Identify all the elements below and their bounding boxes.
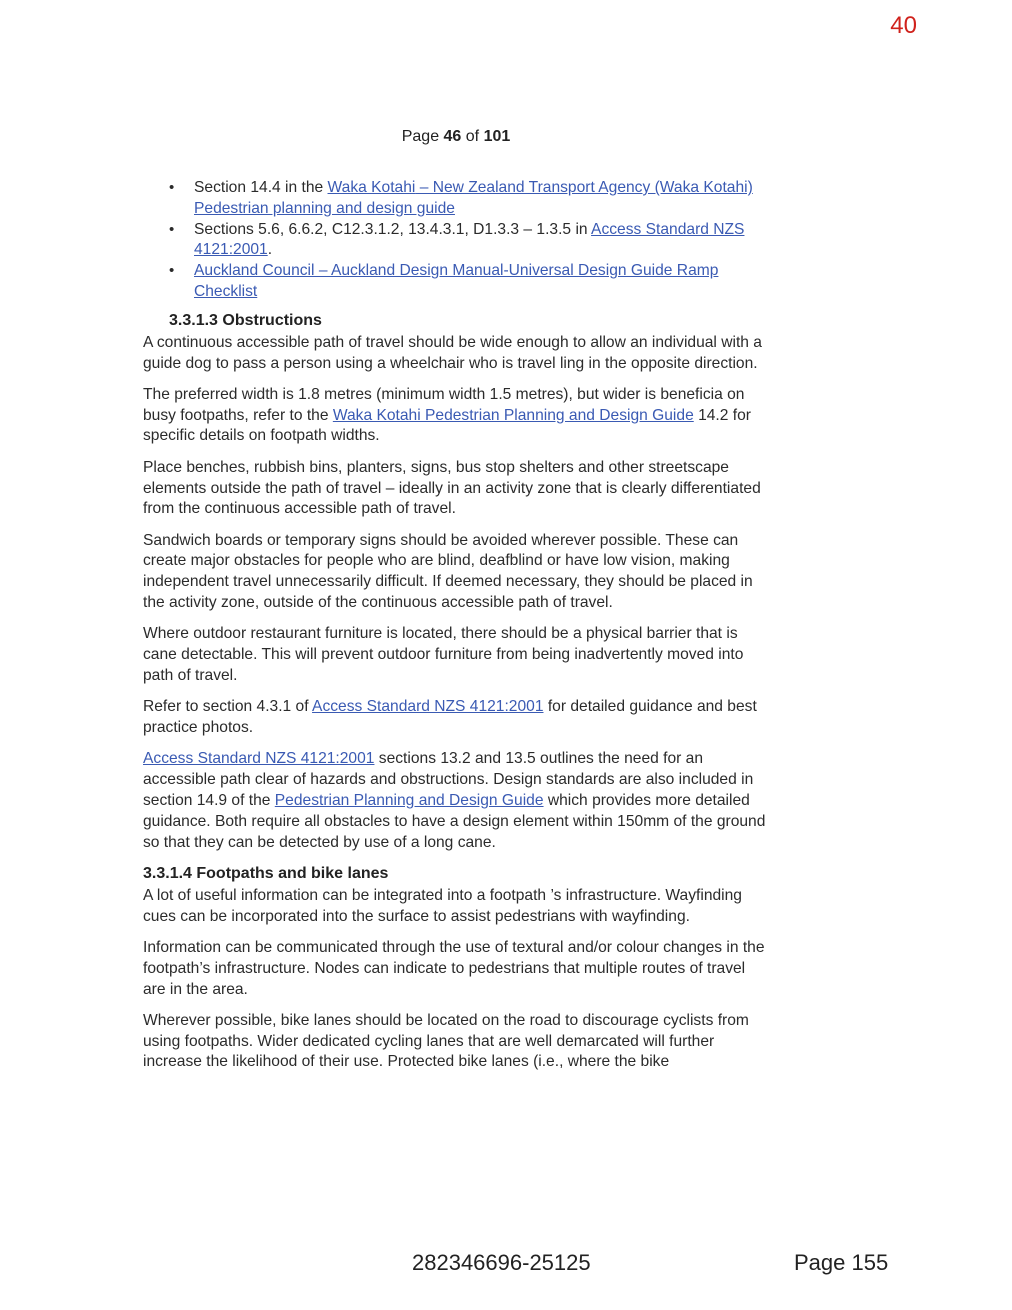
reference-text: . (267, 241, 273, 259)
reference-list (143, 178, 771, 303)
page-header-prefix: Page (401, 128, 444, 145)
paragraph-text: The preferred width is 1.8 metres (minimum width 1.5 metres), but wider is beneficia on busy footpaths, refer to the (143, 385, 745, 424)
paragraph-text: for detailed guidance and best practice photos. (143, 698, 757, 737)
reference-text: Section 14.4 in the (194, 179, 328, 196)
paragraph: Place benches, rubbish bins, planters, signs, bus stop shelters and other streetscape elements outside the path of travel – ideally in an activity zone that is clearly differentiated from the continuous accessible path of travel. (143, 458, 761, 518)
bullet-icon: • (169, 262, 175, 280)
link-pedestrian-guide[interactable]: – New Zealand Transport Agency (Waka Kotahi) Pedestrian planning and design guide (194, 179, 753, 217)
link-auckland-design-manual[interactable]: – Auckland Design Manual-Universal Design Guide Ramp Checklist (194, 262, 719, 300)
page-header (0, 128, 912, 146)
bullet-icon: • (169, 220, 175, 238)
paragraph-text: which provides more detailed guidance. Both require all obstacles to have a design element within 150mm of the ground so that they can be detected by use of a long cane. (143, 791, 766, 851)
paragraph (143, 385, 771, 447)
document-body (143, 178, 771, 1084)
section-heading-footpaths: 3.3.1.4 Footpaths and bike lanes (143, 864, 389, 882)
paragraph-text: sections 13.2 and 13.5 outlines the need for an accessible path clear of hazards and obstructions. Design standards are also included in section 14.9 of the (143, 750, 754, 809)
stamp-page-number: 40 (890, 12, 917, 39)
link-access-standard[interactable]: Access Standard NZS 4121:2001 (194, 220, 745, 259)
paragraph-text: 14.2 for specific details on footpath widths. (143, 406, 751, 445)
paragraph: A continuous accessible path of travel should be wide enough to allow an individual with a guide dog to pass a person using a wheelchair who is travel ling in the opposite direction. (143, 333, 762, 372)
section-heading-obstructions: 3.3.1.3 Obstructions (169, 311, 322, 329)
reference-item (143, 261, 771, 303)
link-pedestrian-planning-guide[interactable]: Pedestrian Planning and Design Guide (274, 791, 544, 809)
paragraph (143, 749, 771, 853)
page-header-current: 46 (443, 128, 462, 145)
paragraph (143, 697, 771, 739)
paragraph: Where outdoor restaurant furniture is located, there should be a physical barrier that is cane detectable. This will prevent outdoor furniture from being inadvertently moved into path of travel. (143, 625, 744, 684)
reference-item (143, 178, 771, 220)
bullet-icon: • (169, 179, 175, 196)
link-access-standard[interactable]: Access Standard NZS 4121:2001 (312, 698, 544, 716)
page-header-mid: of (461, 128, 484, 145)
link-auckland-council[interactable]: Auckland Council (194, 262, 315, 280)
footer-document-id: 282346696-25125 (412, 1250, 591, 1275)
paragraph: Sandwich boards or temporary signs should be avoided wherever possible. These can create major obstacles for people who are blind, deafblind or have low vision, making independent travel unnecessarily difficult. If deemed necessary, they should be placed in the activity zone, outside of the continuous accessible path of travel. (143, 531, 753, 612)
paragraph: Information can be communicated through the use of textural and/or colour changes in the footpath’s infrastructure. Nodes can indicate to pedestrians that multiple routes of travel are in the area. (143, 938, 765, 998)
page-header-total: 101 (483, 128, 511, 145)
footer-page-number: Page 155 (794, 1250, 889, 1275)
reference-text: Sections 5.6, 6.6.2, C12.3.1.2, 13.4.3.1, D1.3.3 – 1.3.5 in (194, 220, 592, 238)
link-waka-kotahi-guide[interactable]: Waka Kotahi Pedestrian Planning and Design Guide (332, 406, 694, 424)
reference-item (143, 220, 771, 262)
paragraph: Wherever possible, bike lanes should be located on the road to discourage cyclists from using footpaths. Wider dedicated cycling lanes that are well demarcated will further increase the likelihood of their use. Protected bike lanes (i.e., where the bike (143, 1011, 749, 1071)
paragraph: A lot of useful information can be integrated into a footpath ’s infrastructure. Wayfinding cues can be incorporated into the surface to assist pedestrians with wayfinding. (143, 886, 742, 925)
link-waka-kotahi[interactable]: Waka Kotahi (327, 179, 416, 196)
paragraph-text: Refer to section 4.3.1 of (143, 698, 313, 716)
link-access-standard[interactable]: Access Standard NZS 4121:2001 (143, 750, 375, 768)
